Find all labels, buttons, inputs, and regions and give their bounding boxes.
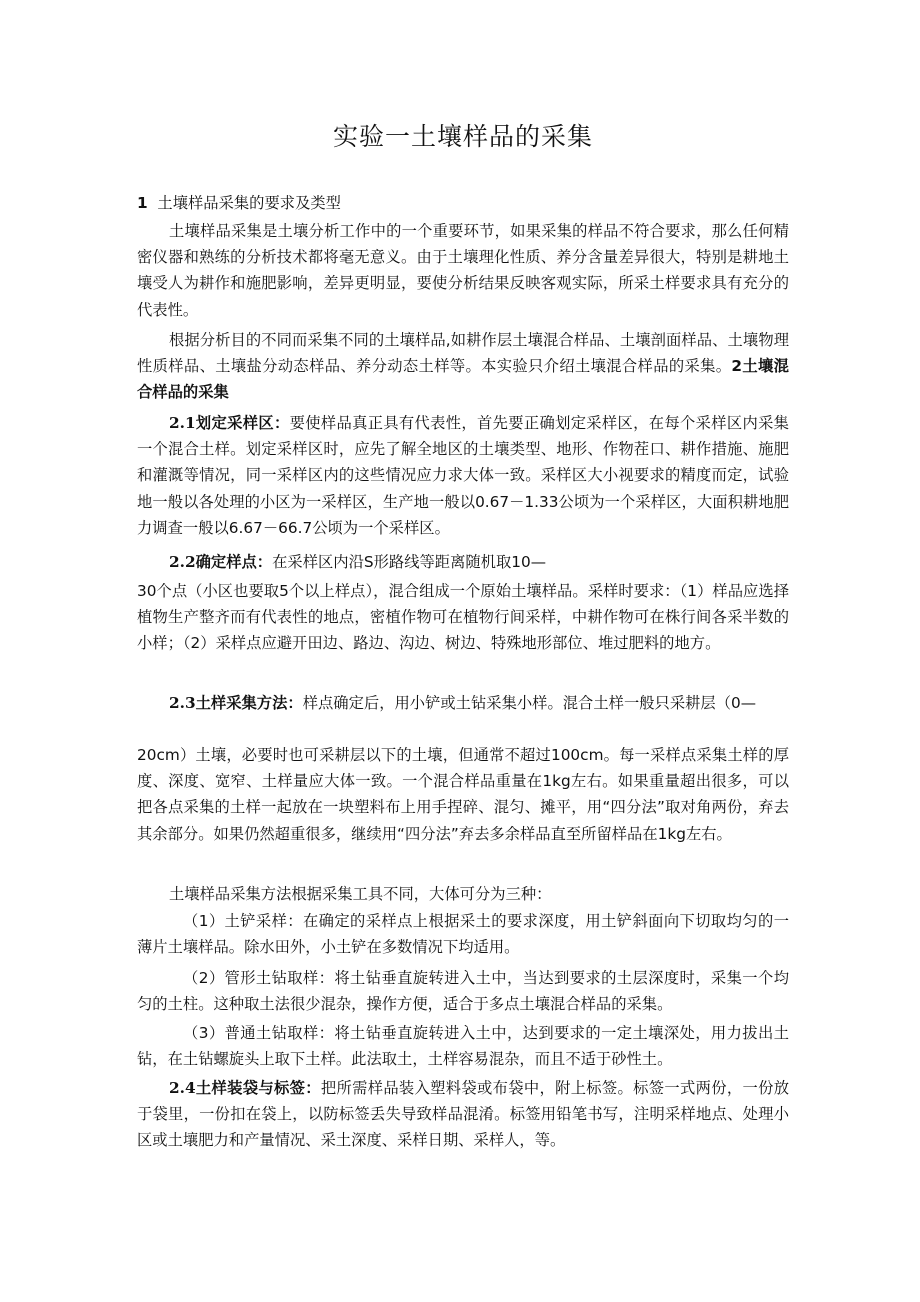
section-2-2-text: 在采样区内沿S形路线等距离随机取10—: [272, 553, 547, 571]
paragraph-2-1: [137, 410, 789, 541]
section-2-3-text: 样点确定后，用小铲或土钻采集小样。混合土样一般只采耕层（0—: [302, 694, 757, 712]
section-2-3-label: 2.3土样采集方法：: [169, 694, 303, 712]
section-1-heading: [137, 190, 789, 216]
section-2-4-label: 2.4土样装袋与标签：: [169, 1079, 321, 1097]
section-2-1-text: 要使样品真正具有代表性，首先要正确划定采样区，在每个采样区内采集一个混合土样。划定采样区时，应先了解全地区的土壤类型、地形、作物茬口、耕作措施、施肥和灌溉等情况，同一采样区内的这些情况应力求大体一致。采样区大小视要求的精度而定，试验地一般以各处理的小区为一采样区，生产地一般以0.67－1.33公顷为一个采样区，大面积耕地肥力调查一般以6.67－66.7公顷为一个采样区。: [137, 414, 789, 537]
page-title: 实验一土壤样品的采集: [332, 122, 593, 151]
paragraph-2-2: [137, 549, 789, 575]
section-1-title: 土壤样品采集的要求及类型: [157, 194, 341, 212]
paragraph-2-3: [137, 690, 789, 716]
paragraph-2-3-cont: 20cm）土壤，必要时也可采耕层以下的土壤，但通常不超过100cm。每一采样点采集土样的厚度、深度、宽窄、土样量应大体一致。一个混合样品重量在1kg左右。如果重量超出很多，可以把各点采集的土样一起放在一块塑料布上用手捏碎、混匀、摊平，用“四分法”取对角两份，弃去其余部分。如果仍然超重很多，继续用“四分法”弃去多余样品直至所留样品在1kg左右。: [137, 746, 789, 843]
method-1: （1）土铲采样：在确定的采样点上根据采土的要求深度，用土铲斜面向下切取均匀的一薄片土壤样品。除水田外，小土铲在多数情况下均适用。: [137, 912, 789, 957]
paragraph-2-4: [137, 1075, 789, 1154]
method-2: （2）管形土钻取样：将土钻垂直旋转进入土中，当达到要求的土层深度时，采集一个均匀的土柱。这种取土法很少混杂，操作方便，适合于多点土壤混合样品的采集。: [137, 969, 789, 1014]
paragraph-types-text: 根据分析目的不同而采集不同的土壤样品,如耕作层土壤混合样品、土壤剖面样品、土壤物理性质样品、土壤盐分动态样品、养分动态土样等。本实验只介绍土壤混合样品的采集。: [137, 331, 789, 376]
paragraph-2-2-cont: 30个点（小区也要取5个以上样点），混合组成一个原始土壤样品。采样时要求：（1）样品应选择植物生产整齐而有代表性的地点，密植作物可在植物行间采样，中耕作物可在株行间各采半数的小样；（2）采样点应避开田边、路边、沟边、树边、特殊地形部位、堆过肥料的地方。: [137, 582, 789, 653]
section-2-heading: 2土壤混合样品的采集: [137, 357, 789, 402]
section-2-2-label: 2.2确定样点：: [169, 553, 273, 571]
paragraph-types: [137, 327, 789, 406]
method-3: （3）普通土钻取样：将土钻垂直旋转进入土中，达到要求的一定土壤深处，用力拔出土钻，在土钻螺旋头上取下土样。此法取土，土样容易混杂，而且不适于砂性土。: [137, 1024, 789, 1069]
paragraph-methods-intro: 土壤样品采集方法根据采集工具不同，大体可分为三种：: [169, 885, 552, 903]
paragraph-intro: 土壤样品采集是土壤分析工作中的一个重要环节，如果采集的样品不符合要求，那么任何精密仪器和熟练的分析技术都将毫无意义。由于土壤理化性质、养分含量差异很大，特别是耕地土壤受人为耕作和施肥影响，差异更明显，要使分析结果反映客观实际，所采土样要求具有充分的代表性。: [137, 222, 789, 319]
section-2-1-label: 2.1划定采样区：: [169, 414, 290, 432]
section-2-4-text: 把所需样品装入塑料袋或布袋中，附上标签。标签一式两份，一份放于袋里，一份扣在袋上，以防标签丢失导致样品混淆。标签用铅笔书写，注明采样地点、处理小区或土壤肥力和产量情况、采土深度、采样日期、采样人，等。: [137, 1079, 789, 1150]
section-1-number: 1: [137, 194, 148, 212]
